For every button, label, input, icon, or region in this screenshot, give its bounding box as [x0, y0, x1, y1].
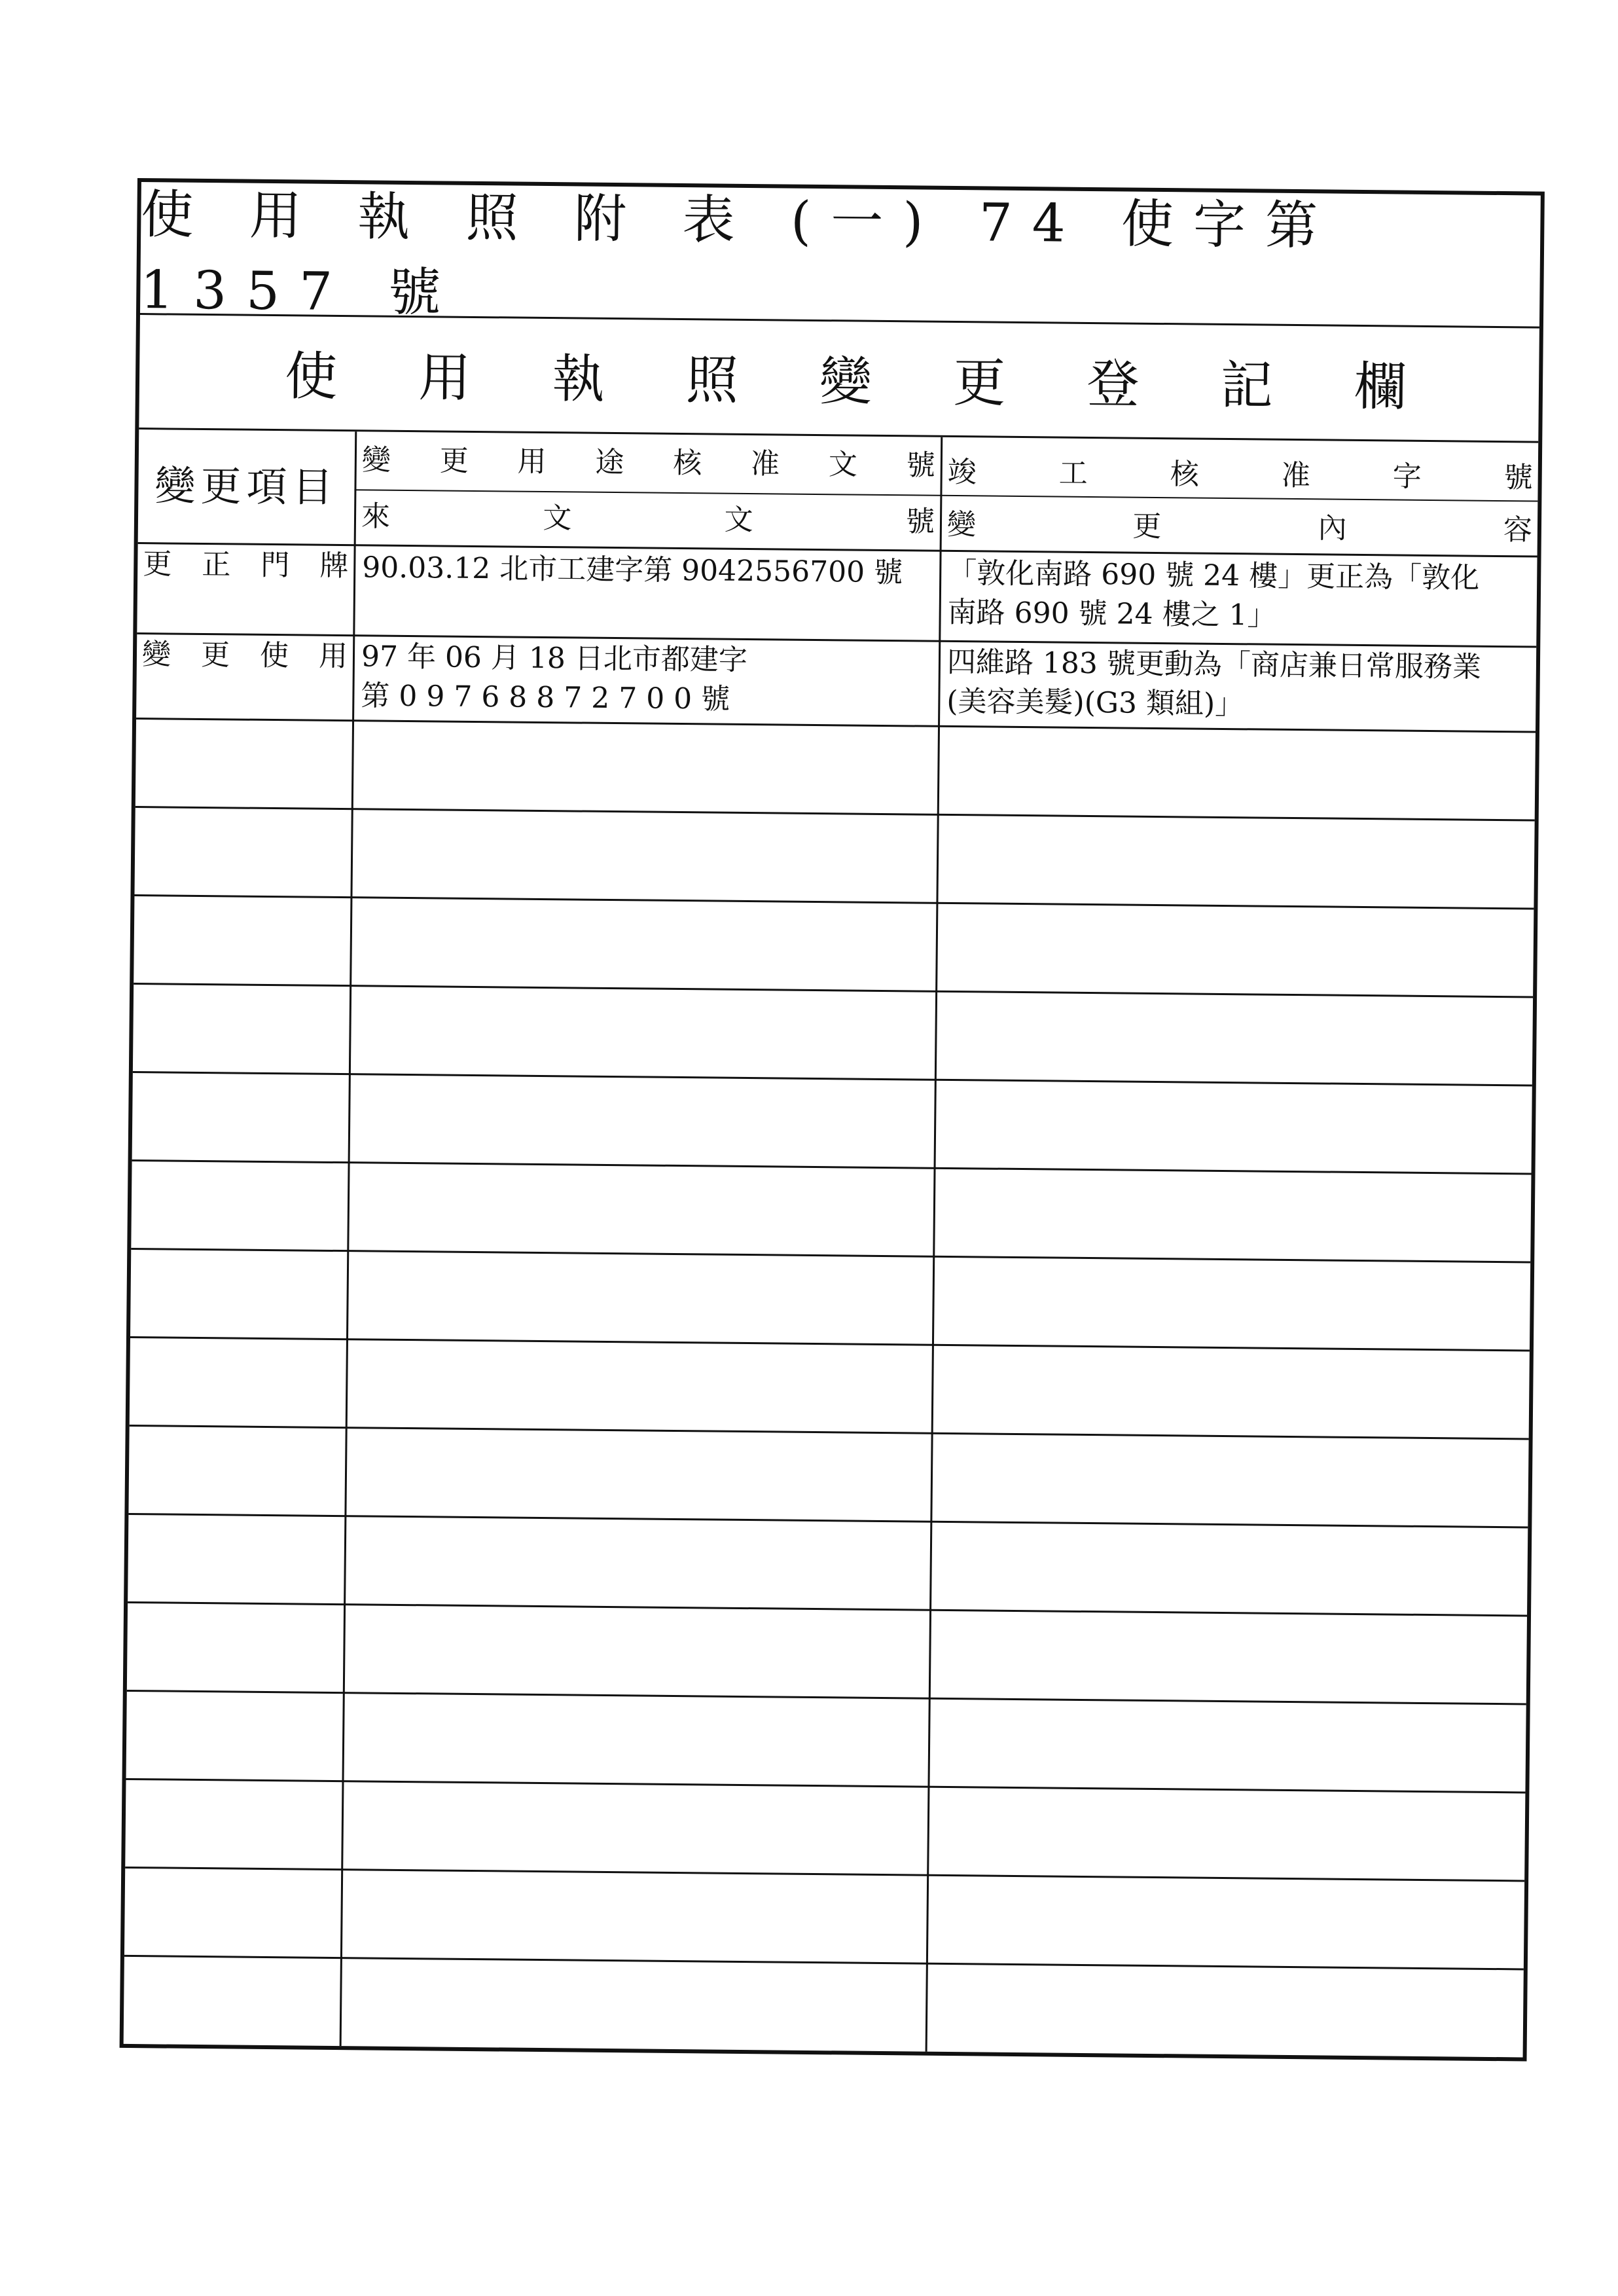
header-char: 竣	[947, 455, 977, 490]
change-content-line: 南路 690 號 24 樓之 1」	[947, 595, 1276, 632]
header-char: 容	[1503, 513, 1533, 547]
row-change-content	[941, 554, 1537, 645]
item-char: 更	[200, 638, 230, 672]
header-change-item	[138, 429, 355, 544]
row-divider	[132, 1159, 1532, 1175]
header-char: 准	[1281, 458, 1310, 493]
subtitle-char: 更	[952, 352, 1006, 414]
header-char: 途	[595, 445, 624, 480]
header-char: 號	[1503, 461, 1533, 495]
subtitle-char: 記	[1220, 354, 1274, 416]
subtitle-char: 變	[819, 351, 872, 412]
header-char: 來	[361, 500, 391, 534]
header-char: 文	[724, 503, 753, 538]
item-char: 使	[259, 638, 289, 673]
change-register-table	[124, 429, 1539, 2057]
subtitle-char: 欄	[1354, 355, 1407, 418]
row-change-content	[940, 643, 1536, 730]
subtitle-char: 登	[1087, 353, 1140, 415]
row-divider	[133, 1071, 1532, 1087]
header-char: 更	[1132, 509, 1162, 544]
header-incoming-doc-number	[356, 497, 941, 547]
row-divider	[124, 1955, 1524, 1971]
row-divider	[130, 1336, 1530, 1352]
header-char: 工	[1058, 456, 1088, 490]
header-char: 號	[905, 505, 935, 539]
row-divider	[128, 1513, 1528, 1529]
header-char: 文	[543, 501, 572, 536]
change-content-line: 「敦化南路 690 號 24 樓」更正為「敦化	[948, 556, 1480, 595]
row-divider	[135, 806, 1535, 822]
item-char: 變	[141, 638, 171, 672]
header-char: 用	[517, 445, 547, 479]
row-change-item	[137, 635, 353, 680]
form-subtitle	[139, 313, 1539, 443]
item-char: 用	[318, 639, 348, 674]
row-divider	[134, 983, 1533, 998]
header-char: 變	[361, 443, 391, 477]
document-number-line: 90.03.12 北市工建字第 9042556700 號	[362, 551, 903, 590]
header-char: 核	[672, 446, 702, 481]
document-number-line: 第 0 9 7 6 8 8 7 2 7 0 0 號	[361, 679, 730, 716]
header-change-content	[942, 505, 1538, 553]
header-approval-doc-number	[356, 441, 941, 492]
row-divider	[128, 1601, 1527, 1617]
header-char: 文	[828, 448, 858, 482]
row-divider	[125, 1867, 1524, 1882]
subtitle-char: 使	[284, 346, 338, 407]
row-divider	[131, 1248, 1530, 1264]
header-char: 變	[946, 507, 977, 542]
header-char: 內	[1318, 511, 1347, 545]
form-title-text: 使 用 執 照 附 表 (一) 74 使字第 1357 號	[139, 184, 1338, 323]
item-char: 牌	[319, 549, 349, 583]
change-content-line: (美容美髮)(G3 類組)」	[946, 684, 1244, 721]
header-char: 號	[906, 448, 935, 483]
item-char: 更	[143, 547, 172, 581]
row-divider	[126, 1778, 1526, 1794]
header-change-item-label: 變更項目	[154, 462, 338, 511]
row-change-item	[137, 545, 354, 592]
row-divider	[130, 1425, 1529, 1440]
usage-permit-attachment-form	[120, 178, 1545, 2062]
header-char: 核	[1170, 458, 1199, 492]
item-char: 正	[202, 547, 231, 582]
header-char: 字	[1392, 460, 1422, 494]
row-divider	[134, 894, 1534, 910]
header-completion-approval-number	[942, 453, 1538, 501]
form-title	[140, 182, 1541, 329]
row-document-number	[354, 637, 939, 724]
row-document-number	[355, 548, 939, 638]
document-number-line: 97 年 06 月 18 日北市都建字	[361, 640, 748, 677]
header-char: 更	[439, 444, 469, 478]
item-char: 門	[261, 548, 290, 583]
change-content-line: 四維路 183 號更動為「商店兼日常服務業	[946, 645, 1482, 684]
row-divider	[127, 1690, 1526, 1705]
header-char: 准	[750, 447, 780, 481]
subtitle-char: 用	[418, 347, 471, 409]
subtitle-char: 執	[552, 348, 605, 410]
subtitle-char: 照	[685, 350, 739, 411]
